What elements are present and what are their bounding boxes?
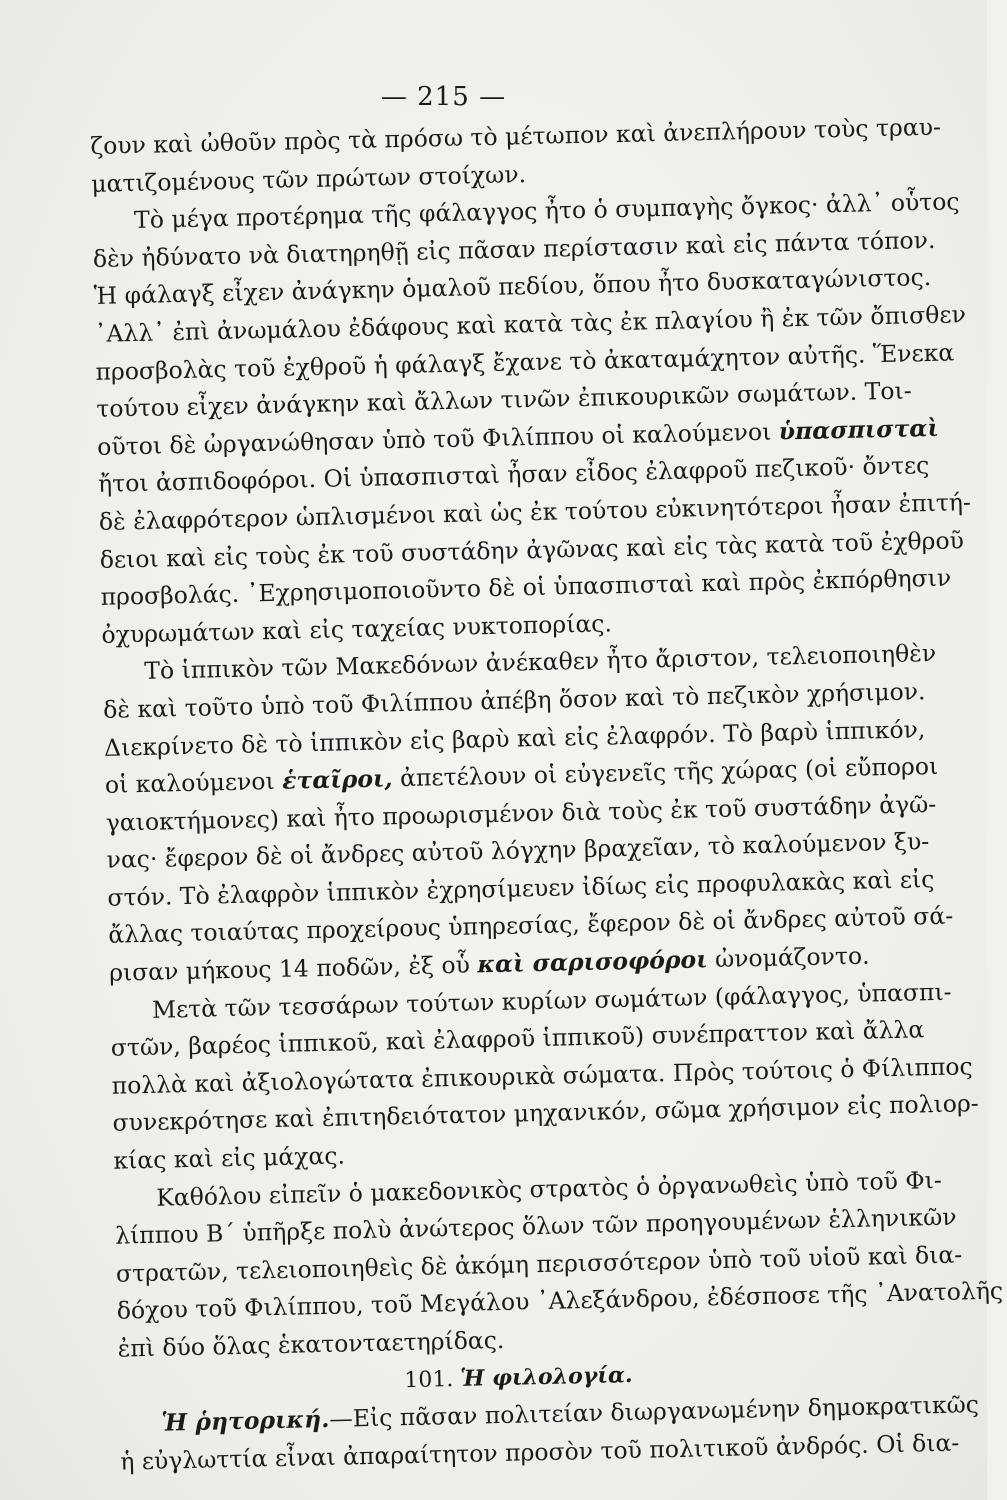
text-line: ᾿Αλλ᾿ ἐπὶ ἀνωμάλου ἐδάφους καὶ κατὰ τὰς ἐκ πλαγίου ἢ ἐκ τῶν ὄπισθεν <box>94 300 967 348</box>
text-line: Διεκρίνετο δὲ τὸ ἱππικὸν εἰς βαρὺ καὶ εἰς ἐλαφρόν. Τὸ βαρὺ ἱππικόν, <box>103 714 926 762</box>
text-line: ἐπὶ δύο ὅλας ἑκατονταετηρίδας. <box>117 1325 505 1363</box>
text-line: στόν. Τὸ ἐλαφρὸν ἱππικὸν ἐχρησίμευεν ἰδίως εἰς προφυλακὰς καὶ εἰς <box>107 864 935 912</box>
subsection-title: Ἡ ῥητορική. <box>161 1405 330 1437</box>
text-line: οῦτοι δὲ ὠργανώθησαν ὑπὸ τοῦ Φιλίππου οἱ καλούμενοι ὑπασπισταὶ <box>96 413 940 461</box>
text-line: νας· ἔφερον δὲ οἱ ἄνδρες αὐτοῦ λόγχην βραχεῖαν, τὸ καλούμενον ξυ- <box>106 827 930 875</box>
text-line: στρατῶν, τελειοποιηθεὶς δὲ ἀκόμη περισσότερον ὑπὸ τοῦ υἱοῦ καὶ δια- <box>115 1240 963 1288</box>
emphasized-term: ὑπασπισταὶ <box>778 413 940 446</box>
text-line: δὲ ἐλαφρότερον ὡπλισμένοι καὶ ὡς ἐκ τούτου εὐκινητότεροι ἦσαν ἐπιτή- <box>98 488 972 536</box>
paragraph-start-line: Καθόλου εἰπεῖν ὁ μακεδονικὸς στρατὸς ὁ ὀργανωθεὶς ὑπὸ τοῦ Φι- <box>155 1165 943 1212</box>
body-text <box>90 110 1004 1481</box>
text-line: δόχου τοῦ Φιλίππου, τοῦ Μεγάλου ᾿Αλεξάνδρου, ἐδέσποσε τῆς ᾿Ανατολῆς <box>116 1276 1004 1326</box>
text-line: προσβολὰς τοῦ ἐχθροῦ ἡ φάλαγξ ἔχανε τὸ ἀκαταμάχητον αὐτῆς. Ἕνεκα <box>95 338 955 386</box>
text-line: ζουν καὶ ὠθοῦν πρὸς τὰ πρόσω τὸ μέτωπον καὶ ἀνεπλήρουν τοὺς τραυ- <box>90 112 942 160</box>
emphasized-term: ἑταῖροι, <box>281 764 393 795</box>
text-line: ἡ εὐγλωττία εἶναι ἀπαραίτητον προσὸν τοῦ πολιτικοῦ ἀνδρός. Οἱ δια- <box>119 1428 960 1476</box>
text-line: γαιοκτήμονες) καὶ ἦτο προωρισμένον διὰ τοὺς ἐκ τοῦ συστάδην ἀγῶ- <box>105 789 937 837</box>
text-line: ἄλλας τοιαύτας προχείρους ὑπηρεσίας, ἔφερον δὲ οἱ ἄνδρες αὐτοῦ σά- <box>108 902 954 950</box>
text-line: δὲν ἠδύνατο νὰ διατηρηθῇ εἰς πᾶσαν περίστασιν καὶ εἰς πάντα τόπον. <box>92 225 936 273</box>
text-line: λίππου Β΄ ὑπῆρξε πολὺ ἀνώτερος ὅλων τῶν προηγουμένων ἑλληνικῶν <box>114 1202 957 1250</box>
paragraph-start-line: Μετὰ τῶν τεσσάρων τούτων κυρίων σωμάτων (φάλαγγος, ὑπασπι- <box>151 977 952 1024</box>
section-number: 101. <box>404 1366 454 1393</box>
paragraph-start-line: Ἡ ῥητορική.—Εἰς πᾶσαν πολιτείαν διωργανωμένην δημοκρατικῶς <box>161 1390 980 1437</box>
text-line: ἤτοι ἀσπιδοφόροι. Οἱ ὑπασπισταὶ ἦσαν εἶδος ἐλαφροῦ πεζικοῦ· ὄντες <box>97 451 930 499</box>
text-line: τούτου εἶχεν ἀνάγκην καὶ ἄλλων τινῶν ἐπικουρικῶν σωμάτων. Τοι- <box>96 376 912 424</box>
section-title: Ἡ φιλολογία. <box>460 1361 633 1392</box>
page-number: — 215 — <box>380 82 507 112</box>
text-line: πολλὰ καὶ ἀξιολογώτατα ἐπικουρικὰ σώματα. Πρὸς τούτοις ὁ Φίλιππος <box>111 1052 973 1100</box>
text-line: στῶν, βαρέος ἱππικοῦ, καὶ ἐλαφροῦ ἱππικοῦ) συνέπραττον καὶ ἄλλα <box>110 1015 925 1063</box>
text-line: προσβολάς. ᾿Εχρησιμοποιοῦντο δὲ οἱ ὑπασπισταὶ καὶ πρὸς ἐκπόρθησιν <box>100 563 952 612</box>
text-line: Ἡ φάλαγξ εἶχεν ἀνάγκην ὁμαλοῦ πεδίου, ὅπου ἦτο δυσκαταγώνιστος. <box>93 263 932 311</box>
text-line: συνεκρότησε καὶ ἐπιτηδειότατον μηχανικόν, σῶμα χρήσιμον εἰς πολιορ- <box>112 1089 979 1138</box>
text-line: ματιζομένους τῶν πρώτων στοίχων. <box>90 159 527 198</box>
emphasized-term: καὶ σαρισοφόροι <box>477 945 708 979</box>
paragraph-start-line: Τὸ ἱππικὸν τῶν Μακεδόνων ἀνέκαθεν ἦτο ἄριστον, τελειοποιηθὲν <box>144 639 937 686</box>
text-line: ρισαν μήκους 14 ποδῶν, ἐξ οὗ καὶ σαρισοφόροι ὠνομάζοντο. <box>108 941 870 987</box>
text-line: ὀχυρωμάτων καὶ εἰς ταχείας νυκτοπορίας. <box>101 609 613 649</box>
text-line: κίας καὶ εἰς μάχας. <box>113 1141 346 1175</box>
text-line: δειοι καὶ εἰς τοὺς ἐκ τοῦ συστάδην ἀγῶνας καὶ εἰς τὰς κατὰ τοῦ ἐχθροῦ <box>99 525 965 574</box>
text-line: δὲ καὶ τοῦτο ὑπὸ τοῦ Φιλίππου ἀπέβη ὅσον καὶ τὸ πεζικὸν χρήσιμον. <box>102 677 926 724</box>
paragraph-start-line: Τὸ μέγα προτέρημα τῆς φάλαγγος ἦτο ὁ συμπαγὴς ὄγκος· ἀλλ᾿ οὗτος <box>133 187 960 235</box>
text-line: οἱ καλούμενοι ἑταῖροι, ἀπετέλουν οἱ εὐγενεῖς τῆς χώρας (οἱ εὔποροι <box>104 752 939 799</box>
